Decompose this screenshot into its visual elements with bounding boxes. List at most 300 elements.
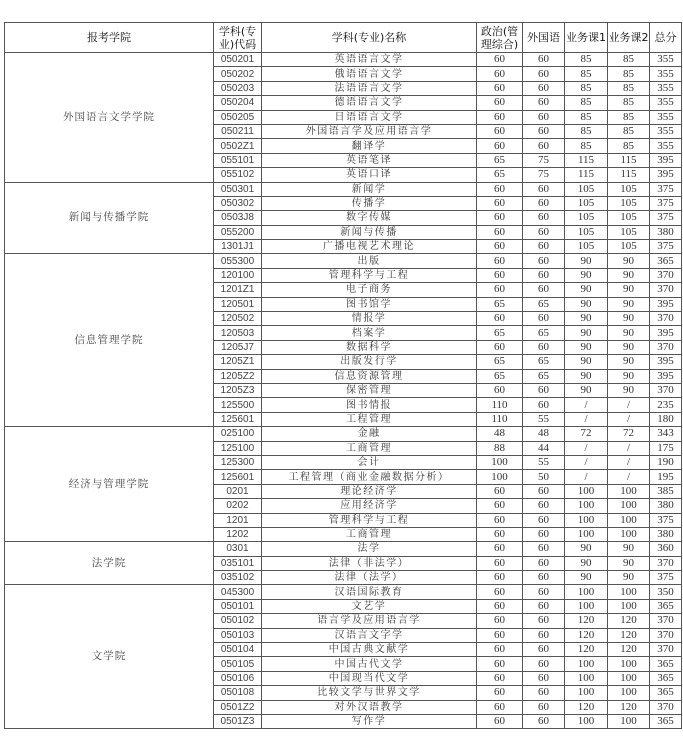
foreign-language-score-cell: 60 <box>523 527 565 541</box>
course-2-score-cell: 100 <box>608 585 650 599</box>
code-cell: 1205J7 <box>214 340 262 354</box>
politics-score-cell: 65 <box>477 369 523 383</box>
course-2-score-cell: 100 <box>608 657 650 671</box>
politics-score-cell: 60 <box>477 714 523 728</box>
major-name-cell: 汉语言文字学 <box>262 628 477 642</box>
course-1-score-cell: 90 <box>565 355 608 369</box>
politics-score-cell: 65 <box>477 297 523 311</box>
foreign-language-score-cell: 48 <box>523 427 565 441</box>
course-2-score-cell: 90 <box>608 268 650 282</box>
code-cell: 050108 <box>214 686 262 700</box>
course-1-score-cell: 72 <box>565 427 608 441</box>
code-cell: 055101 <box>214 153 262 167</box>
foreign-language-score-cell: 60 <box>523 67 565 81</box>
politics-score-cell: 110 <box>477 398 523 412</box>
total-score-cell: 350 <box>650 585 682 599</box>
politics-score-cell: 60 <box>477 585 523 599</box>
course-2-score-cell: / <box>608 412 650 426</box>
code-cell: 1201Z1 <box>214 283 262 297</box>
total-score-cell: 380 <box>650 499 682 513</box>
course-2-score-cell: / <box>608 441 650 455</box>
course-1-score-cell: 105 <box>565 196 608 210</box>
total-score-cell: 355 <box>650 81 682 95</box>
major-name-cell: 情报学 <box>262 312 477 326</box>
major-name-cell: 图书情报 <box>262 398 477 412</box>
politics-score-cell: 60 <box>477 67 523 81</box>
course-2-score-cell: 72 <box>608 427 650 441</box>
foreign-language-score-cell: 75 <box>523 153 565 167</box>
foreign-language-score-cell: 60 <box>523 81 565 95</box>
course-1-score-cell: 115 <box>565 153 608 167</box>
total-score-cell: 365 <box>650 254 682 268</box>
course-2-score-cell: 90 <box>608 383 650 397</box>
major-name-cell: 德语语言文学 <box>262 96 477 110</box>
college-cell: 外国语言文学学院 <box>5 53 214 183</box>
course-2-score-cell: 90 <box>608 297 650 311</box>
code-cell: 035102 <box>214 571 262 585</box>
politics-score-cell: 100 <box>477 470 523 484</box>
course-1-score-cell: 90 <box>565 542 608 556</box>
course-2-score-cell: 90 <box>608 283 650 297</box>
total-score-cell: 355 <box>650 67 682 81</box>
course-2-score-cell: / <box>608 470 650 484</box>
code-cell: 0501Z3 <box>214 714 262 728</box>
college-cell: 法学院 <box>5 542 214 585</box>
code-cell: 050205 <box>214 110 262 124</box>
total-score-cell: 355 <box>650 53 682 67</box>
politics-score-cell: 60 <box>477 211 523 225</box>
major-name-cell: 信息资源管理 <box>262 369 477 383</box>
code-cell: 055300 <box>214 254 262 268</box>
total-score-cell: 175 <box>650 441 682 455</box>
header-name: 学科(专业)名称 <box>262 23 477 53</box>
total-score-cell: 380 <box>650 527 682 541</box>
table-row <box>5 182 682 196</box>
college-cell: 文学院 <box>5 585 214 729</box>
major-name-cell: 文艺学 <box>262 599 477 613</box>
total-score-cell: 370 <box>650 628 682 642</box>
course-1-score-cell: 100 <box>565 585 608 599</box>
header-total: 总分 <box>650 23 682 53</box>
politics-score-cell: 60 <box>477 81 523 95</box>
major-name-cell: 应用经济学 <box>262 499 477 513</box>
foreign-language-score-cell: 60 <box>523 499 565 513</box>
total-score-cell: 370 <box>650 700 682 714</box>
course-1-score-cell: 90 <box>565 283 608 297</box>
major-name-cell: 俄语语言文学 <box>262 67 477 81</box>
course-1-score-cell: 100 <box>565 714 608 728</box>
header-college: 报考学院 <box>5 23 214 53</box>
table-row <box>5 542 682 556</box>
total-score-cell: 195 <box>650 470 682 484</box>
course-2-score-cell: 90 <box>608 556 650 570</box>
code-cell: 0301 <box>214 542 262 556</box>
code-cell: 050202 <box>214 67 262 81</box>
major-name-cell: 中国古代文学 <box>262 657 477 671</box>
total-score-cell: 370 <box>650 383 682 397</box>
politics-score-cell: 60 <box>477 499 523 513</box>
politics-score-cell: 60 <box>477 96 523 110</box>
course-2-score-cell: / <box>608 398 650 412</box>
major-name-cell: 法律（法学） <box>262 571 477 585</box>
total-score-cell: 395 <box>650 168 682 182</box>
major-name-cell: 法语语言文学 <box>262 81 477 95</box>
course-2-score-cell: 100 <box>608 499 650 513</box>
course-1-score-cell: / <box>565 470 608 484</box>
major-name-cell: 广播电视艺术理论 <box>262 240 477 254</box>
foreign-language-score-cell: 60 <box>523 585 565 599</box>
foreign-language-score-cell: 60 <box>523 182 565 196</box>
course-1-score-cell: 90 <box>565 326 608 340</box>
politics-score-cell: 65 <box>477 168 523 182</box>
politics-score-cell: 60 <box>477 599 523 613</box>
course-1-score-cell: 105 <box>565 240 608 254</box>
course-1-score-cell: / <box>565 441 608 455</box>
foreign-language-score-cell: 60 <box>523 240 565 254</box>
course-1-score-cell: 100 <box>565 527 608 541</box>
course-1-score-cell: 120 <box>565 643 608 657</box>
foreign-language-score-cell: 75 <box>523 168 565 182</box>
course-1-score-cell: 105 <box>565 211 608 225</box>
code-cell: 125601 <box>214 470 262 484</box>
code-cell: 0201 <box>214 484 262 498</box>
code-cell: 1201 <box>214 513 262 527</box>
course-1-score-cell: 105 <box>565 182 608 196</box>
foreign-language-score-cell: 60 <box>523 196 565 210</box>
college-cell: 新闻与传播学院 <box>5 182 214 254</box>
course-1-score-cell: 85 <box>565 96 608 110</box>
foreign-language-score-cell: 60 <box>523 686 565 700</box>
course-2-score-cell: 85 <box>608 67 650 81</box>
foreign-language-score-cell: 60 <box>523 211 565 225</box>
course-1-score-cell: / <box>565 398 608 412</box>
major-name-cell: 英语口译 <box>262 168 477 182</box>
politics-score-cell: 60 <box>477 383 523 397</box>
major-name-cell: 管理科学与工程 <box>262 513 477 527</box>
politics-score-cell: 60 <box>477 182 523 196</box>
foreign-language-score-cell: 50 <box>523 470 565 484</box>
politics-score-cell: 60 <box>477 139 523 153</box>
politics-score-cell: 65 <box>477 326 523 340</box>
total-score-cell: 375 <box>650 513 682 527</box>
foreign-language-score-cell: 60 <box>523 254 565 268</box>
major-name-cell: 数字传媒 <box>262 211 477 225</box>
code-cell: 050106 <box>214 671 262 685</box>
college-cell: 经济与管理学院 <box>5 427 214 542</box>
total-score-cell: 355 <box>650 96 682 110</box>
politics-score-cell: 60 <box>477 196 523 210</box>
course-2-score-cell: 100 <box>608 527 650 541</box>
course-1-score-cell: 100 <box>565 513 608 527</box>
major-name-cell: 日语语言文学 <box>262 110 477 124</box>
course-2-score-cell: 90 <box>608 340 650 354</box>
course-1-score-cell: 85 <box>565 139 608 153</box>
total-score-cell: 370 <box>650 556 682 570</box>
code-cell: 0202 <box>214 499 262 513</box>
header-foreign-language: 外国语 <box>523 23 565 53</box>
total-score-cell: 395 <box>650 369 682 383</box>
code-cell: 125601 <box>214 412 262 426</box>
course-1-score-cell: 90 <box>565 268 608 282</box>
major-name-cell: 会计 <box>262 455 477 469</box>
course-1-score-cell: 85 <box>565 124 608 138</box>
course-2-score-cell: 85 <box>608 96 650 110</box>
foreign-language-score-cell: 60 <box>523 556 565 570</box>
course-1-score-cell: 90 <box>565 383 608 397</box>
code-cell: 055200 <box>214 225 262 239</box>
major-name-cell: 英语笔译 <box>262 153 477 167</box>
course-1-score-cell: 85 <box>565 110 608 124</box>
course-2-score-cell: 105 <box>608 240 650 254</box>
code-cell: 120502 <box>214 312 262 326</box>
major-name-cell: 比较文学与世界文学 <box>262 686 477 700</box>
foreign-language-score-cell: 60 <box>523 657 565 671</box>
major-name-cell: 工商管理 <box>262 441 477 455</box>
total-score-cell: 370 <box>650 268 682 282</box>
course-2-score-cell: 85 <box>608 110 650 124</box>
major-name-cell: 管理科学与工程 <box>262 268 477 282</box>
course-2-score-cell: 90 <box>608 571 650 585</box>
total-score-cell: 365 <box>650 671 682 685</box>
major-name-cell: 工程管理 <box>262 412 477 426</box>
total-score-cell: 375 <box>650 571 682 585</box>
code-cell: 050204 <box>214 96 262 110</box>
code-cell: 025100 <box>214 427 262 441</box>
code-cell: 1301J1 <box>214 240 262 254</box>
politics-score-cell: 60 <box>477 312 523 326</box>
course-1-score-cell: 85 <box>565 67 608 81</box>
foreign-language-score-cell: 60 <box>523 513 565 527</box>
course-2-score-cell: 90 <box>608 369 650 383</box>
course-2-score-cell: 120 <box>608 700 650 714</box>
college-cell: 信息管理学院 <box>5 254 214 427</box>
code-cell: 035101 <box>214 556 262 570</box>
politics-score-cell: 60 <box>477 254 523 268</box>
course-1-score-cell: 85 <box>565 53 608 67</box>
politics-score-cell: 60 <box>477 643 523 657</box>
foreign-language-score-cell: 65 <box>523 355 565 369</box>
course-2-score-cell: 90 <box>608 542 650 556</box>
total-score-cell: 365 <box>650 686 682 700</box>
code-cell: 120100 <box>214 268 262 282</box>
foreign-language-score-cell: 65 <box>523 326 565 340</box>
code-cell: 050201 <box>214 53 262 67</box>
politics-score-cell: 60 <box>477 340 523 354</box>
course-2-score-cell: 115 <box>608 153 650 167</box>
politics-score-cell: 60 <box>477 484 523 498</box>
foreign-language-score-cell: 60 <box>523 398 565 412</box>
course-2-score-cell: 85 <box>608 81 650 95</box>
major-name-cell: 写作学 <box>262 714 477 728</box>
major-name-cell: 对外汉语教学 <box>262 700 477 714</box>
header-code: 学科(专业)代码 <box>214 23 262 53</box>
major-name-cell: 出版发行学 <box>262 355 477 369</box>
foreign-language-score-cell: 60 <box>523 643 565 657</box>
politics-score-cell: 60 <box>477 556 523 570</box>
course-2-score-cell: 100 <box>608 714 650 728</box>
foreign-language-score-cell: 60 <box>523 110 565 124</box>
total-score-cell: 370 <box>650 283 682 297</box>
foreign-language-score-cell: 60 <box>523 671 565 685</box>
course-2-score-cell: 85 <box>608 139 650 153</box>
course-2-score-cell: 105 <box>608 196 650 210</box>
course-1-score-cell: 90 <box>565 369 608 383</box>
course-1-score-cell: 90 <box>565 297 608 311</box>
politics-score-cell: 60 <box>477 240 523 254</box>
total-score-cell: 375 <box>650 240 682 254</box>
course-1-score-cell: 90 <box>565 340 608 354</box>
politics-score-cell: 60 <box>477 527 523 541</box>
foreign-language-score-cell: 65 <box>523 369 565 383</box>
politics-score-cell: 65 <box>477 153 523 167</box>
course-2-score-cell: 120 <box>608 628 650 642</box>
major-name-cell: 中国现当代文学 <box>262 671 477 685</box>
total-score-cell: 385 <box>650 484 682 498</box>
table-row <box>5 585 682 599</box>
politics-score-cell: 60 <box>477 542 523 556</box>
total-score-cell: 365 <box>650 599 682 613</box>
code-cell: 1205Z1 <box>214 355 262 369</box>
course-1-score-cell: 100 <box>565 484 608 498</box>
foreign-language-score-cell: 65 <box>523 297 565 311</box>
major-name-cell: 中国古典文献学 <box>262 643 477 657</box>
code-cell: 125100 <box>214 441 262 455</box>
politics-score-cell: 60 <box>477 225 523 239</box>
table-row <box>5 427 682 441</box>
code-cell: 0501Z2 <box>214 700 262 714</box>
total-score-cell: 375 <box>650 196 682 210</box>
major-name-cell: 语言学及应用语言学 <box>262 614 477 628</box>
code-cell: 050302 <box>214 196 262 210</box>
score-line-table <box>4 22 682 729</box>
foreign-language-score-cell: 60 <box>523 614 565 628</box>
total-score-cell: 370 <box>650 643 682 657</box>
foreign-language-score-cell: 60 <box>523 268 565 282</box>
code-cell: 120503 <box>214 326 262 340</box>
code-cell: 0503J8 <box>214 211 262 225</box>
code-cell: 050101 <box>214 599 262 613</box>
foreign-language-score-cell: 60 <box>523 383 565 397</box>
total-score-cell: 375 <box>650 182 682 196</box>
politics-score-cell: 60 <box>477 513 523 527</box>
foreign-language-score-cell: 60 <box>523 599 565 613</box>
table-body <box>5 53 682 729</box>
code-cell: 055102 <box>214 168 262 182</box>
foreign-language-score-cell: 60 <box>523 542 565 556</box>
total-score-cell: 355 <box>650 139 682 153</box>
politics-score-cell: 60 <box>477 614 523 628</box>
politics-score-cell: 48 <box>477 427 523 441</box>
course-2-score-cell: 105 <box>608 225 650 239</box>
foreign-language-score-cell: 60 <box>523 714 565 728</box>
course-1-score-cell: 120 <box>565 614 608 628</box>
politics-score-cell: 60 <box>477 110 523 124</box>
total-score-cell: 180 <box>650 412 682 426</box>
major-name-cell: 档案学 <box>262 326 477 340</box>
foreign-language-score-cell: 60 <box>523 96 565 110</box>
foreign-language-score-cell: 60 <box>523 340 565 354</box>
foreign-language-score-cell: 55 <box>523 455 565 469</box>
course-2-score-cell: 100 <box>608 484 650 498</box>
course-2-score-cell: 100 <box>608 513 650 527</box>
foreign-language-score-cell: 60 <box>523 312 565 326</box>
total-score-cell: 395 <box>650 326 682 340</box>
major-name-cell: 新闻与传播 <box>262 225 477 239</box>
total-score-cell: 380 <box>650 225 682 239</box>
course-2-score-cell: 120 <box>608 614 650 628</box>
total-score-cell: 355 <box>650 110 682 124</box>
politics-score-cell: 60 <box>477 283 523 297</box>
course-1-score-cell: / <box>565 412 608 426</box>
total-score-cell: 370 <box>650 312 682 326</box>
foreign-language-score-cell: 60 <box>523 283 565 297</box>
foreign-language-score-cell: 60 <box>523 53 565 67</box>
politics-score-cell: 60 <box>477 571 523 585</box>
code-cell: 045300 <box>214 585 262 599</box>
course-1-score-cell: 100 <box>565 686 608 700</box>
header-row <box>5 23 682 53</box>
course-2-score-cell: 90 <box>608 355 650 369</box>
politics-score-cell: 60 <box>477 53 523 67</box>
major-name-cell: 翻译学 <box>262 139 477 153</box>
header-politics: 政治(管理综合) <box>477 23 523 53</box>
course-1-score-cell: 90 <box>565 312 608 326</box>
major-name-cell: 英语语言文学 <box>262 53 477 67</box>
code-cell: 1202 <box>214 527 262 541</box>
politics-score-cell: 88 <box>477 441 523 455</box>
course-1-score-cell: 120 <box>565 628 608 642</box>
code-cell: 1205Z2 <box>214 369 262 383</box>
major-name-cell: 外国语言学及应用语言学 <box>262 124 477 138</box>
politics-score-cell: 60 <box>477 628 523 642</box>
major-name-cell: 金融 <box>262 427 477 441</box>
course-1-score-cell: 120 <box>565 700 608 714</box>
course-1-score-cell: 100 <box>565 671 608 685</box>
foreign-language-score-cell: 60 <box>523 139 565 153</box>
total-score-cell: 355 <box>650 124 682 138</box>
major-name-cell: 工程管理（商业金融数据分析） <box>262 470 477 484</box>
foreign-language-score-cell: 60 <box>523 484 565 498</box>
foreign-language-score-cell: 60 <box>523 700 565 714</box>
major-name-cell: 工商管理 <box>262 527 477 541</box>
course-1-score-cell: 105 <box>565 225 608 239</box>
course-2-score-cell: 90 <box>608 312 650 326</box>
code-cell: 050203 <box>214 81 262 95</box>
total-score-cell: 235 <box>650 398 682 412</box>
course-2-score-cell: 85 <box>608 124 650 138</box>
code-cell: 050102 <box>214 614 262 628</box>
foreign-language-score-cell: 60 <box>523 225 565 239</box>
total-score-cell: 395 <box>650 355 682 369</box>
politics-score-cell: 100 <box>477 455 523 469</box>
politics-score-cell: 60 <box>477 657 523 671</box>
course-2-score-cell: / <box>608 455 650 469</box>
politics-score-cell: 65 <box>477 355 523 369</box>
course-2-score-cell: 100 <box>608 599 650 613</box>
code-cell: 050104 <box>214 643 262 657</box>
foreign-language-score-cell: 55 <box>523 412 565 426</box>
code-cell: 0502Z1 <box>214 139 262 153</box>
total-score-cell: 343 <box>650 427 682 441</box>
course-2-score-cell: 105 <box>608 211 650 225</box>
major-name-cell: 理论经济学 <box>262 484 477 498</box>
politics-score-cell: 60 <box>477 671 523 685</box>
course-1-score-cell: 90 <box>565 254 608 268</box>
code-cell: 125300 <box>214 455 262 469</box>
politics-score-cell: 60 <box>477 124 523 138</box>
course-2-score-cell: 90 <box>608 254 650 268</box>
politics-score-cell: 60 <box>477 268 523 282</box>
